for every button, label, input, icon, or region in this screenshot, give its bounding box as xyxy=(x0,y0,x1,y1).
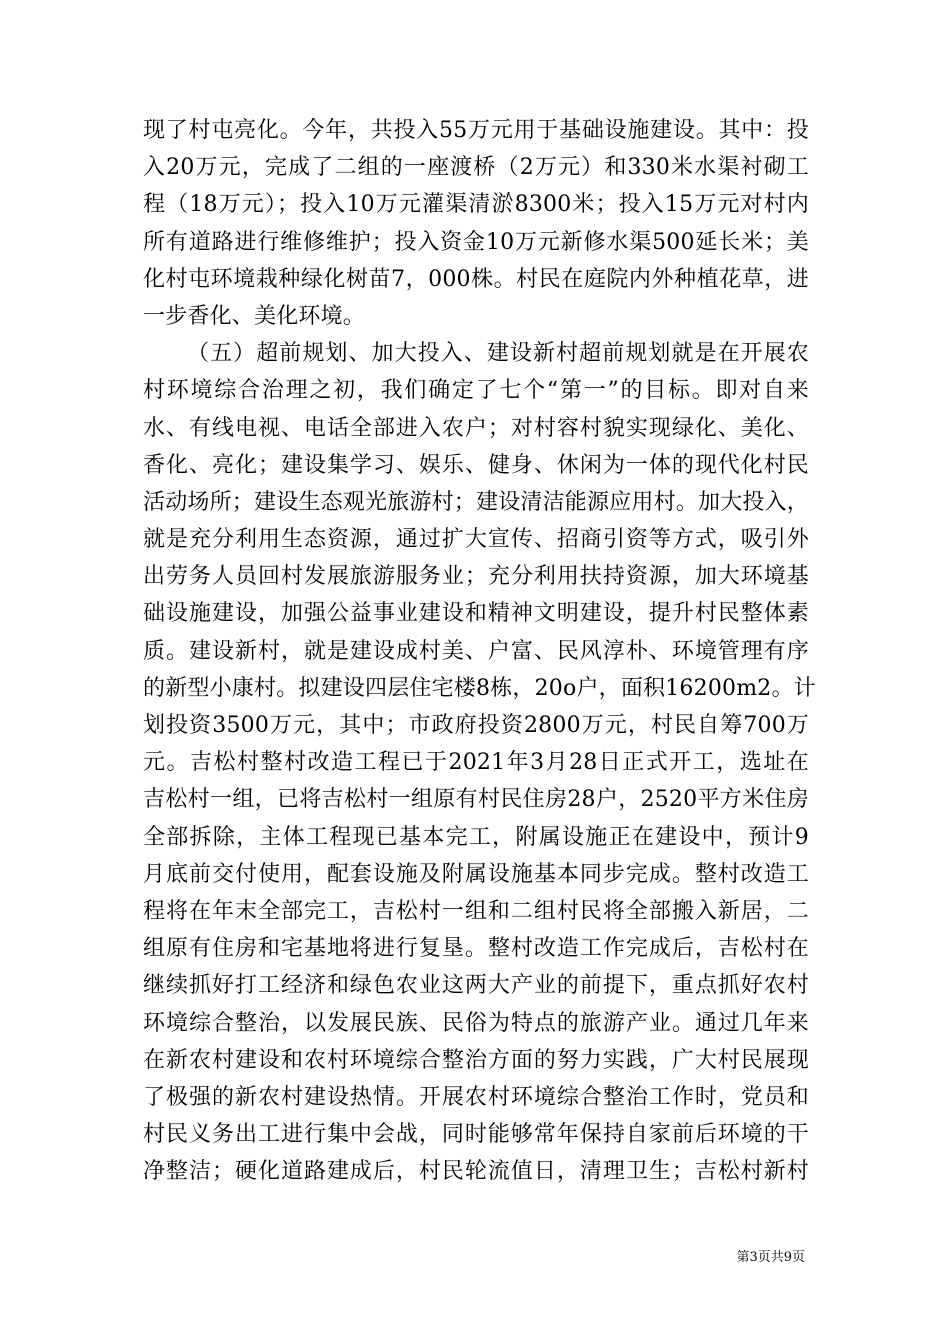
text-line: 化村屯环境栽种绿化树苗7，000株。村民在庭院内外种植花草，进 xyxy=(143,266,809,292)
text-line: 继续抓好打工经济和绿色农业这两大产业的前提下，重点抓好农村 xyxy=(143,973,809,999)
text-line: （五）超前规划、加大投入、建设新村超前规划就是在开展农 xyxy=(187,341,809,367)
text-line: 全部拆除，主体工程现已基本完工，附属设施正在建设中，预计9 xyxy=(143,824,809,850)
text-line: 吉松村一组，已将吉松村一组原有村民住房28户，2520平方米住房 xyxy=(143,787,809,813)
text-line: 香化、亮化；建设集学习、娱乐、健身、休闲为一体的现代化村民 xyxy=(143,452,809,478)
text-line: 就是充分利用生态资源，通过扩大宣传、招商引资等方式，吸引外 xyxy=(143,527,809,553)
text-line: 一步香化、美化环境。 xyxy=(143,303,366,329)
text-line: 月底前交付使用，配套设施及附属设施基本同步完成。整村改造工 xyxy=(143,861,809,887)
page-number: 第3页共9页 xyxy=(736,1250,805,1265)
text-line: 了极强的新农村建设热情。开展农村环境综合整治工作时，党员和 xyxy=(143,1084,809,1110)
document-body xyxy=(143,112,816,1190)
text-line: 组原有住房和宅基地将进行复垦。整村改造工作完成后，吉松村在 xyxy=(143,936,809,962)
text-line: 程将在年末全部完工，吉松村一组和二组村民将全部搬入新居，二 xyxy=(143,898,809,924)
text-line: 入20万元，完成了二组的一座渡桥（2万元）和330米水渠衬砌工 xyxy=(143,155,809,181)
text-line: 所有道路进行维修维护；投入资金10万元新修水渠500延长米；美 xyxy=(143,229,809,255)
text-line: 活动场所；建设生态观光旅游村；建设清洁能源应用村。加大投入， xyxy=(143,489,810,515)
text-line: 净整洁；硬化道路建成后，村民轮流值日，清理卫生；吉松村新村 xyxy=(143,1159,809,1185)
text-line: 村民义务出工进行集中会战，同时能够常年保持自家前后环境的干 xyxy=(143,1122,809,1148)
text-line: 质。建设新村，就是建设成村美、户富、民风淳朴、环境管理有序 xyxy=(143,638,809,664)
text-line: 村环境综合治理之初，我们确定了七个“第一”的目标。即对自来 xyxy=(143,378,809,404)
text-line: 的新型小康村。拟建设四层住宅楼8栋，20o户，面积16200m2。计 xyxy=(143,675,816,701)
text-line: 环境综合整治，以发展民族、民俗为特点的旅游产业。通过几年来 xyxy=(143,1010,809,1036)
text-line: 现了村屯亮化。今年，共投入55万元用于基础设施建设。其中：投 xyxy=(143,118,809,143)
text-line: 划投资3500万元，其中；市政府投资2800万元，村民自筹700万 xyxy=(143,713,809,738)
text-line: 在新农村建设和农村环境综合整治方面的努力实践，广大村民展现 xyxy=(143,1047,809,1073)
text-line: 础设施建设，加强公益事业建设和精神文明建设，提升村民整体素 xyxy=(143,601,809,627)
text-line: 程（18万元）；投入10万元灌渠清淤8300米；投入15万元对村内 xyxy=(143,192,809,218)
paragraph-2 xyxy=(143,335,816,1190)
text-line: 元。吉松村整村改造工程已于2021年3月28日正式开工，选址在 xyxy=(143,750,809,776)
text-line: 水、有线电视、电话全部进入农户；对村容村貌实现绿化、美化、 xyxy=(143,415,809,441)
text-line: 出劳务人员回村发展旅游服务业；充分利用扶持资源，加大环境基 xyxy=(143,564,809,590)
paragraph-1 xyxy=(143,112,809,335)
